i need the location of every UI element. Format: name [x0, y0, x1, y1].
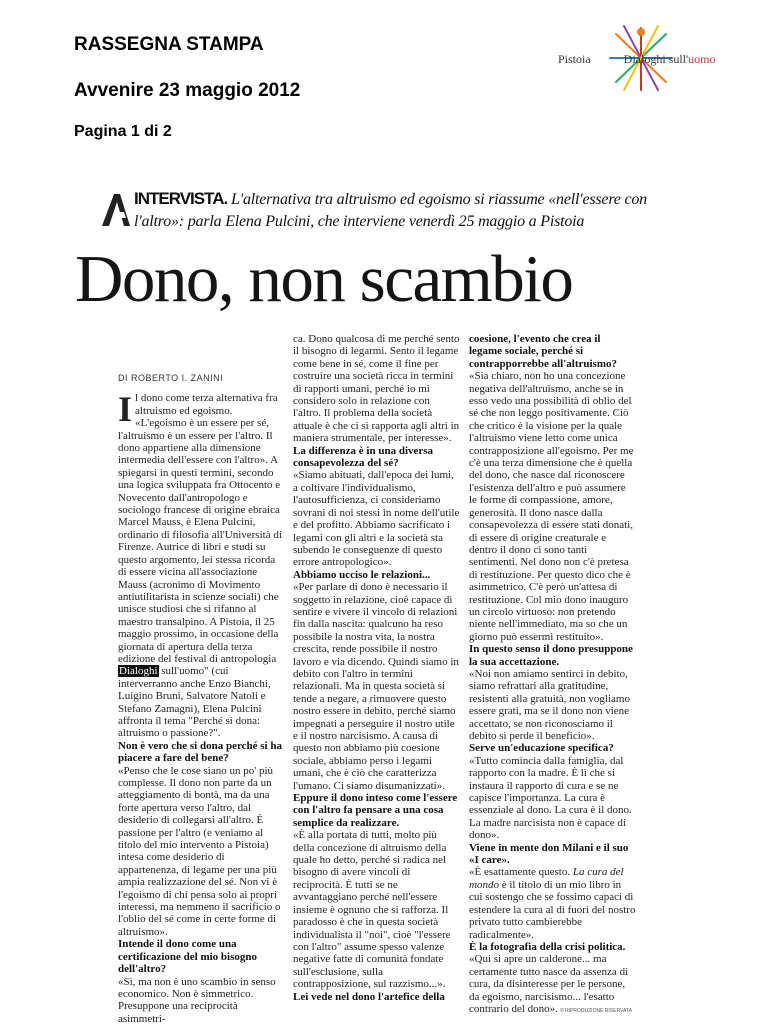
- press-review-title: RASSEGNA STAMPA: [74, 34, 264, 56]
- question: Eppure il dono inteso come l'essere con l'altro fa pensare a una cosa semplice da realizzare.: [293, 792, 460, 829]
- article-column-2: [293, 333, 460, 1003]
- answer: «Noi non amiamo sentirci in debito, siamo refrattari alla gratitudine, resistenti alla gratuità, non vogliamo essere grati, ma se il dono non viene accettato, se non riconosciamo il debito si perde il beneficio».: [469, 668, 636, 742]
- question: In questo senso il dono presuppone la sua accettazione.: [469, 643, 636, 668]
- article-column-1: [118, 372, 286, 1025]
- answer: «Tutto comincia dalla famiglia, dal rapporto con la madre. È lì che si instaura il rapporto di cura e se ne capisce l'importanza. La cura è essenziale al dono. La cura è il dono. La madre narcisista non è capace di dono».: [469, 755, 636, 842]
- article-kicker: INTERVISTA. L'alternativa tra altruismo ed egoismo si riassume «nell'essere con l'altro»: parla Elena Pulcini, che interviene venerdì 25 maggio a Pistoia: [134, 188, 654, 233]
- question: coesione, l'evento che crea il legame sociale, perché si contrapporrebbe all'altruismo?: [469, 333, 636, 370]
- answer: «Siamo abituati, dall'epoca dei lumi, a coltivare l'individualismo, l'autosufficienza, ci consideriamo sovrani di noi stessi in nome dell'utile e del profitto. Abbiamo sacrificato i legami con gli altri e la società sta subendo le conseguenze di questo errore antropologico».: [293, 469, 460, 568]
- answer: «Sì, ma non è uno scambio in senso economico. Non è simmetrico. Presuppone una reciprocità asimmetri-: [118, 976, 286, 1025]
- logo-wordmark: Pistoia Dialoghi sull'uomo: [558, 52, 716, 67]
- question: Non è vero che si dona perché si ha piacere a fare del bene?: [118, 740, 286, 765]
- answer: «È alla portata di tutti, molto più della concezione di altruismo della quale ho detto, perché si radica nel bisogno di avere vincoli di reciprocità. È tutti se ne avvantaggiano perché nell'essere insieme è ognuno che si rafforza. Il paradosso è che in questa società individualista il "noi", cioè "l'essere con l'altro" assume spesso valenze negative fatte di comunità fondate sull'esclusione, sulla contrapposizione, sul razzismo...».: [293, 829, 460, 990]
- paragraph: Il dono come terza alternativa fra altruismo ed egoismo. «L'egoismo è un essere per sé, l'altruismo è un essere per l'altro. Il dono appartiene alla dimensione intermedia dell'essere con l'altro». A spiegarsi in questi termini, secondo una logica sviluppata fra Ottocento e Novecento dall'antropologo e sociologo francese di origine ebraica Marcel Mauss, è Elena Pulcini, ordinario di filosofia all'Università di Firenze. Autrice di libri e studi su questo argomento, lei stessa ricorda di essere vicina all'associazione Mauss (acronimo di Movimento antiutilitarista in scienze sociali) che unisce studiosi che si rifanno al maestro transalpino. A Pistoia, il 25 maggio prossimo, in occasione della giornata di apertura della terza edizione del festival di antropologia Dialoghi sull'uomo" (cui interverranno anche Enzo Bianchi, Luigino Bruni, Salvatore Natoli e Stefano Zamagni), Elena Pulcini affronta il tema "Perché si dona: altruismo o passione?".: [118, 392, 286, 739]
- answer: «Per parlare di dono è necessario il soggetto in relazione, cioè capace di sentire e vivere il vincolo di relazioni fin dalla nascita: qualcuno ha reso possibile la nostra vita, la nostra crescita, rende possibile il nostro lavoro e via dicendo. Quindi siamo in debito con l'altro in termini relazionali. Ma in questa società si tende a negare, a rimuovere questo nostro essere in debito, perché siamo impegnati a perseguire il nostro utile e il nostro narcisismo. A causa di questo non abbiamo più coesione sociale, abbiamo perso i legami umani, che è ciò che caratterizza l'umano. Ci siamo disumanizzati».: [293, 581, 460, 792]
- question: La differenza è in una diversa consapevolezza del sé?: [293, 445, 460, 470]
- byline: DI ROBERTO I. ZANINI: [118, 372, 286, 384]
- article-column-3: [469, 333, 636, 1015]
- article-headline: Dono, non scambio: [75, 246, 572, 313]
- answer: «Qui si apre un calderone... ma certamente tutto nasce da assenza di cura, da disinteresse per le persone, da egoismo, narcisismo... l'esatto contrario del dono».: [469, 953, 636, 1015]
- source-date: Avvenire 23 maggio 2012: [74, 80, 300, 102]
- answer: «È esattamente questo. La cura del mondo è il titolo di un mio libro in cui sostengo che se fossimo capaci di estendere la cura al di fuori del nostro privato tutto cambierebbe radicalmente».: [469, 866, 636, 940]
- question: Viene in mente don Milani e il suo «I care».: [469, 842, 636, 867]
- answer: «Penso che le cose siano un po' più complesse. Il dono non parte da un atteggiamento di bontà, ma da una forte apertura verso l'altro, dal desiderio di collegarsi all'altro. È passione per l'altro (e veniamo al titolo del mio intervento a Pistoia) intesa come desiderio di appartenenza, di legame per una più ampia realizzazione del sé. Non vi è l'egoismo di chi pensa solo ai propri interessi, ma nemmeno il sacrificio o l'oblio del sé come in certe forme di altruismo».: [118, 765, 286, 939]
- answer: «Sia chiaro, non ho una concezione negativa dell'altruismo, anche se in esso vedo una possibilità di oblio del sé che non leggo positivamente. Ciò che critico è la visione per la quale l'altruismo viene letto come unica contrapposizione all'egoismo. Per me c'è una terza dimensione che è quella del dono, che nasce dal riconoscere l'esistenza dell'altro e può assumere le forme di compassione, amore, generosità. Il dono nasce dalla consapevolezza di essere stati donati, di essere di origine creaturale e dentro il dono ci sono tanti sentimenti. Nel dono non c'è pretesa di restituzione. Per questo dico che è asimmetrico. C'è però un'attesa di restituzione. Col mio dono inauguro un circolo virtuoso: non pretendo niente nell'immediato, ma so che un giorno può essermi restituito».: [469, 370, 636, 643]
- question: Serve un'educazione specifica?: [469, 742, 636, 754]
- answer: ca. Dono qualcosa di me perché sento il bisogno di legarmi. Sento il legame come bene in sé, come il fine per costruire una società ricca in termini di rapporti umani, perché io mi considero solo in relazione con l'altro. Il problema della società attuale è che ci si rapporta agli altri in maniera strumentale, per interesse».: [293, 333, 460, 445]
- question: Lei vede nel dono l'artefice della: [293, 991, 460, 1003]
- highlighted-word: Dialoghi: [118, 665, 159, 677]
- festival-logo: [558, 20, 718, 100]
- avvenire-logo-icon: [100, 190, 132, 230]
- question: È la fotografia della crisi politica.: [469, 941, 636, 953]
- question: Intende il dono come una certificazione del mio bisogno dell'altro?: [118, 938, 286, 975]
- copyright-note: © RIPRODUZIONE RISERVATA: [560, 1008, 632, 1014]
- page-counter: Pagina 1 di 2: [74, 123, 172, 141]
- question: Abbiamo ucciso le relazioni...: [293, 569, 460, 581]
